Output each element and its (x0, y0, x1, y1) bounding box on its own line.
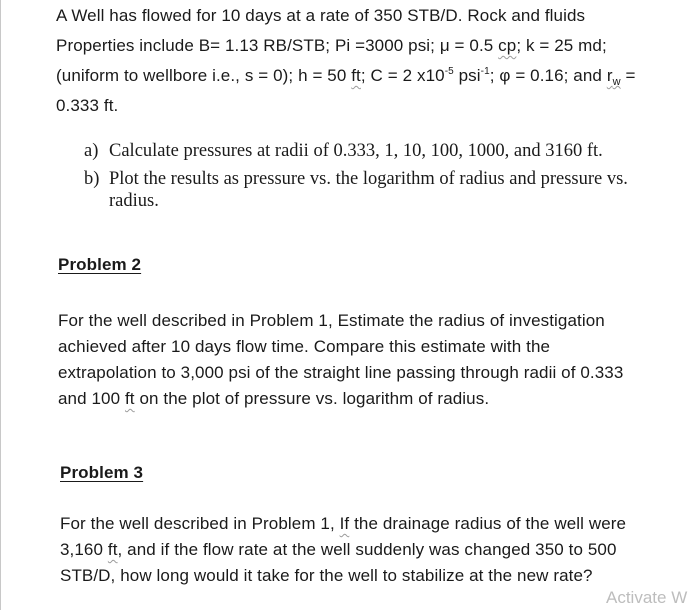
problem2-line-3: extrapolation to 3,000 psi of the straight line passing through radii of 0.333 (58, 363, 624, 382)
item-b-text-line-1: Plot the results as pressure vs. the logarithm of radius and pressure vs. (109, 169, 628, 189)
spellcheck-ft-3: ft (107, 540, 118, 559)
spellcheck-ft: ft (351, 66, 361, 85)
spellcheck-cp: cp (498, 36, 517, 55)
problem1-line-3: (uniform to wellbore i.e., s = 0); h = 50 ft; C = 2 $x10^{-5}$ psi$^{-1}$; φ = 0.16; and $r_w$ = (56, 66, 636, 88)
problem3-line-1: For the well described in Problem 1, If the drainage radius of the well were (60, 514, 627, 533)
item-a-label: a) (84, 141, 99, 161)
spellcheck-if: If (339, 514, 350, 533)
item-b-label: b) (84, 169, 100, 189)
problem1-line-2: Properties include B= 1.13 RB/STB; Pi =3000 psi; μ = 0.5 cp; k = 25 md; (56, 36, 607, 55)
problem3-line-3: STB/D, how long would it take for the well to stabilize at the new rate? (60, 566, 593, 585)
problem1-line-1: A Well has flowed for 10 days at a rate of 350 STB/D. Rock and fluids (56, 6, 586, 25)
problem2-line-2: achieved after 10 days flow time. Compare this estimate with the (58, 337, 551, 356)
problem3-heading: Problem 3 (60, 463, 144, 482)
item-a-text: Calculate pressures at radii of 0.333, 1, 10, 100, 1000, and 3160 ft. (109, 141, 603, 161)
problem2-line-4: and 100 ft on the plot of pressure vs. logarithm of radius. (58, 389, 490, 408)
spellcheck-ft-2: ft (124, 389, 135, 408)
activate-windows-watermark: Activate W (606, 588, 688, 607)
problem2-line-1: For the well described in Problem 1, Estimate the radius of investigation (58, 311, 605, 330)
problem1-line-4: 0.333 ft. (56, 96, 119, 115)
problem2-heading: Problem 2 (58, 255, 142, 274)
left-border (0, 0, 1, 610)
spellcheck-rw: $r_w$ (606, 66, 621, 88)
problem3-line-2: 3,160 ft, and if the flow rate at the well suddenly was changed 350 to 500 (60, 540, 617, 559)
item-b-text-line-2: radius. (109, 191, 159, 211)
